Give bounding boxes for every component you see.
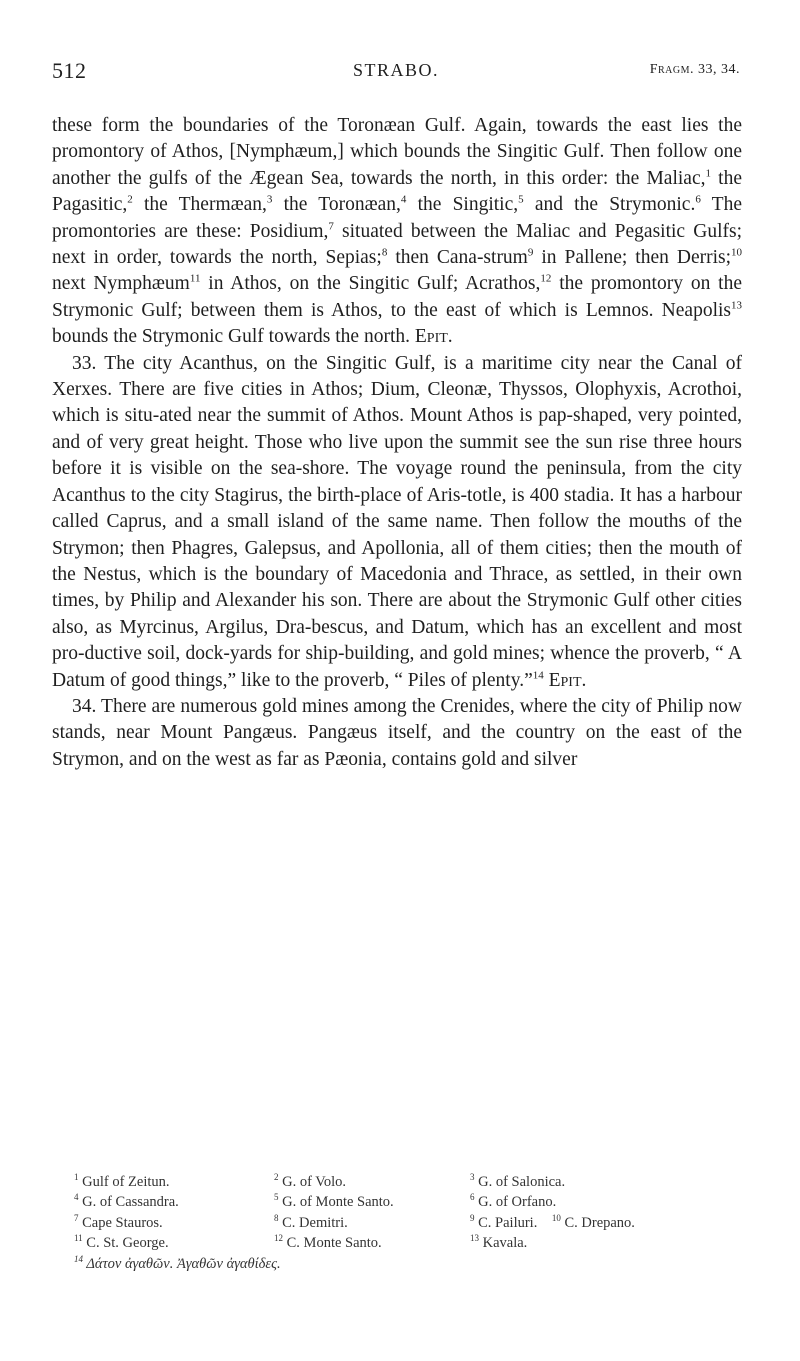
fragment-reference: Fragm. 33, 34. — [649, 62, 740, 77]
footnote-3: $^3$ G. of Salonica. — [470, 1172, 566, 1190]
page-number: 512 — [52, 58, 87, 83]
footnote-row — [74, 1213, 754, 1233]
footnote-2: $^2$ G. of Volo. — [274, 1172, 347, 1190]
footnote-11: $^{11}$ C. St. George. — [74, 1233, 169, 1252]
footnote-ref-9: 9 — [527, 246, 534, 259]
footnote-row — [74, 1172, 754, 1192]
footnote-14: $^{14}$ Δάτον ἀγαθῶν. Ἀγαθῶν ἀγαθίδες. — [74, 1253, 281, 1272]
footnote-ref-13: 13 — [731, 299, 742, 312]
epitome-marker: Epit. — [548, 669, 587, 691]
epitome-marker: Epit. — [414, 326, 453, 348]
footnote-ref-6: 6 — [695, 193, 701, 206]
paragraph-fragment-32-end: these form the boundaries of the Toronæan Gulf. Again, towards the east lies the promontory of Athos, [Nymphæum,] which bounds the Singitic Gulf. Then follow one another the gulfs of the Ægean Sea, towards the north, in this order: the Maliac,$^1$ the Pagasitic,$^2$ the Thermæan,$^3$ the Toronæan,$^4$ the Singitic,$^5$ and the Strymonic.$^6$ The promontories are these: Posidium,$^7$ situated between the Maliac and Pegasitic Gulfs; next in order, towards the north, Sepias;$^8$ then Cana-strum$^9$ in Pallene; then Derris;$^{10}$ next Nymphæum$^{11}$ in Athos, on the Singitic Gulf; Acrathos,$^{12}$ the promontory on the Strymonic Gulf; between them is Athos, to the east of which is Lemnos. Neapolis$^{13}$ bounds the Strymonic Gulf towards the north. Epit. — [52, 115, 743, 348]
footnote-4: $^4$ G. of Cassandra. — [74, 1192, 179, 1211]
page-header — [52, 58, 740, 82]
footnote-row — [74, 1233, 754, 1253]
running-title: STRABO. — [352, 60, 439, 80]
footnote-ref-1: 1 — [705, 167, 711, 180]
footnote-ref-5: 5 — [518, 193, 524, 206]
footnote-8: $^8$ C. Demitri. — [274, 1212, 348, 1231]
footnote-row — [74, 1192, 754, 1212]
footnote-9-10: $^9$ C. Pailuri. $^{10}$ C. Drepano. — [470, 1212, 635, 1231]
main-text — [52, 113, 742, 773]
paragraph-fragment-33: 33. The city Acanthus, on the Singitic Gulf, is a maritime city near the Canal of Xerxes. There are five cities in Athos; Dium, Cleonæ, Thyssos, Olophyxis, Acrothoi, which is situ-ated near the summit of Athos. Mount Athos is pap-shaped, very pointed, and of very great height. Those who live upon the summit see the sun rise three hours before it is visible on the sea-shore. The voyage round the peninsula, from the city Acanthus to the city Stagirus, the birth-place of Aris-totle, is 400 stadia. It has a harbour called Caprus, and a small island of the same name. Then follow the mouths of the Strymon; then Phagres, Galepsus, and Apollonia, all of them cities; then the mouth of the Nestus, which is the boundary of Macedonia and Thrace, as settled, in their own times, by Philip and Alexander his son. There are about the Strymonic Gulf other cities also, as Myrcinus, Argilus, Dra-bescus, and Datum, which has an excellent and most pro-ductive soil, dock-yards for ship-building, and gold mines; whence the proverb, “ A Datum of good things,” like to the proverb, “ Piles of plenty.”$^{14}$ Epit. — [52, 352, 742, 691]
footnote-ref-7: 7 — [328, 220, 334, 233]
footnote-ref-14: 14 — [532, 669, 544, 682]
footnotes — [74, 1172, 754, 1274]
footnote-ref-10: 10 — [731, 246, 743, 259]
footnote-12: $^{12}$ C. Monte Santo. — [274, 1233, 382, 1252]
footnote-ref-8: 8 — [381, 246, 388, 259]
paragraph-fragment-34: 34. There are numerous gold mines among the Crenides, where the city of Philip now stands, near Mount Pangæus. Pangæus itself, and the country on the east of the Strymon, and on the west as far as Pæonia, contains gold and silver — [52, 695, 742, 770]
footnote-13: $^{13}$ Kavala. — [470, 1233, 528, 1252]
footnote-ref-4: 4 — [400, 193, 407, 206]
footnote-ref-11: 11 — [189, 272, 201, 285]
footnote-row — [74, 1254, 754, 1274]
footnote-5: $^5$ G. of Monte Santo. — [274, 1192, 394, 1211]
footnote-ref-3: 3 — [266, 193, 273, 206]
footnote-6: $^6$ G. of Orfano. — [470, 1192, 557, 1211]
footnote-7: $^7$ Cape Stauros. — [74, 1212, 163, 1231]
footnote-ref-12: 12 — [540, 272, 552, 285]
footnote-1: $^1$ Gulf of Zeitun. — [74, 1172, 170, 1190]
footnote-ref-2: 2 — [127, 193, 133, 206]
